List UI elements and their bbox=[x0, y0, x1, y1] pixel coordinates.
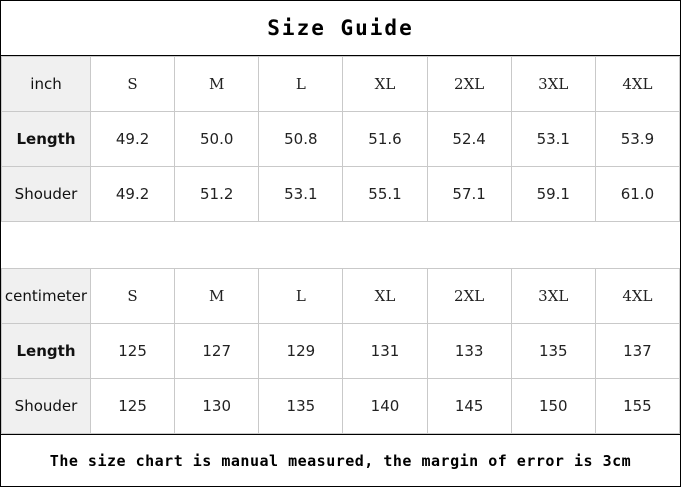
cell-shouder-inch-4xl: 61.0 bbox=[595, 167, 679, 222]
size-header-m-cm: M bbox=[175, 269, 259, 324]
cell-length-inch-4xl: 53.9 bbox=[595, 112, 679, 167]
cell-length-inch-m: 50.0 bbox=[175, 112, 259, 167]
spacer-cell bbox=[343, 222, 427, 269]
size-header-xl-inch: XL bbox=[343, 57, 427, 112]
cell-shouder-cm-s: 125 bbox=[91, 379, 175, 434]
cell-length-inch-l: 50.8 bbox=[259, 112, 343, 167]
size-header-2xl-cm: 2XL bbox=[427, 269, 511, 324]
row-label-length-cm: Length bbox=[2, 324, 91, 379]
size-header-l-cm: L bbox=[259, 269, 343, 324]
size-chart-table bbox=[1, 56, 680, 434]
cell-shouder-cm-2xl: 145 bbox=[427, 379, 511, 434]
cell-shouder-inch-l: 53.1 bbox=[259, 167, 343, 222]
table-header-row-inch bbox=[2, 57, 680, 112]
measurement-disclaimer: The size chart is manual measured, the margin of error is 3cm bbox=[1, 434, 680, 486]
cell-length-cm-3xl: 135 bbox=[511, 324, 595, 379]
row-label-shouder-inch: Shouder bbox=[2, 167, 91, 222]
table-row bbox=[2, 324, 680, 379]
cell-shouder-inch-xl: 55.1 bbox=[343, 167, 427, 222]
size-header-4xl-inch: 4XL bbox=[595, 57, 679, 112]
cell-shouder-inch-3xl: 59.1 bbox=[511, 167, 595, 222]
size-header-3xl-cm: 3XL bbox=[511, 269, 595, 324]
spacer-cell bbox=[91, 222, 175, 269]
spacer-cell bbox=[175, 222, 259, 269]
page-title: Size Guide bbox=[1, 1, 680, 56]
cell-length-inch-xl: 51.6 bbox=[343, 112, 427, 167]
cell-length-inch-s: 49.2 bbox=[91, 112, 175, 167]
size-header-l-inch: L bbox=[259, 57, 343, 112]
cell-shouder-inch-s: 49.2 bbox=[91, 167, 175, 222]
spacer-cell bbox=[427, 222, 511, 269]
cell-length-cm-l: 129 bbox=[259, 324, 343, 379]
size-header-xl-cm: XL bbox=[343, 269, 427, 324]
spacer-cell bbox=[511, 222, 595, 269]
cell-shouder-cm-4xl: 155 bbox=[595, 379, 679, 434]
size-header-m-inch: M bbox=[175, 57, 259, 112]
cell-shouder-cm-m: 130 bbox=[175, 379, 259, 434]
cell-length-cm-s: 125 bbox=[91, 324, 175, 379]
size-header-3xl-inch: 3XL bbox=[511, 57, 595, 112]
cell-shouder-cm-l: 135 bbox=[259, 379, 343, 434]
table-row bbox=[2, 112, 680, 167]
size-header-s-cm: S bbox=[91, 269, 175, 324]
table-header-row-cm bbox=[2, 269, 680, 324]
table-row bbox=[2, 167, 680, 222]
cell-length-cm-m: 127 bbox=[175, 324, 259, 379]
spacer-cell bbox=[259, 222, 343, 269]
cell-length-cm-xl: 131 bbox=[343, 324, 427, 379]
cell-length-cm-4xl: 137 bbox=[595, 324, 679, 379]
spacer-cell bbox=[595, 222, 679, 269]
cell-length-inch-3xl: 53.1 bbox=[511, 112, 595, 167]
cell-shouder-cm-3xl: 150 bbox=[511, 379, 595, 434]
cell-shouder-inch-2xl: 57.1 bbox=[427, 167, 511, 222]
row-label-length-inch: Length bbox=[2, 112, 91, 167]
cell-shouder-inch-m: 51.2 bbox=[175, 167, 259, 222]
size-header-4xl-cm: 4XL bbox=[595, 269, 679, 324]
size-header-s-inch: S bbox=[91, 57, 175, 112]
cell-shouder-cm-xl: 140 bbox=[343, 379, 427, 434]
table-spacer-row bbox=[2, 222, 680, 269]
table-row bbox=[2, 379, 680, 434]
cell-length-cm-2xl: 133 bbox=[427, 324, 511, 379]
unit-label-inch: inch bbox=[2, 57, 91, 112]
unit-label-centimeter: centimeter bbox=[2, 269, 91, 324]
spacer-cell bbox=[2, 222, 91, 269]
cell-length-inch-2xl: 52.4 bbox=[427, 112, 511, 167]
size-header-2xl-inch: 2XL bbox=[427, 57, 511, 112]
row-label-shouder-cm: Shouder bbox=[2, 379, 91, 434]
